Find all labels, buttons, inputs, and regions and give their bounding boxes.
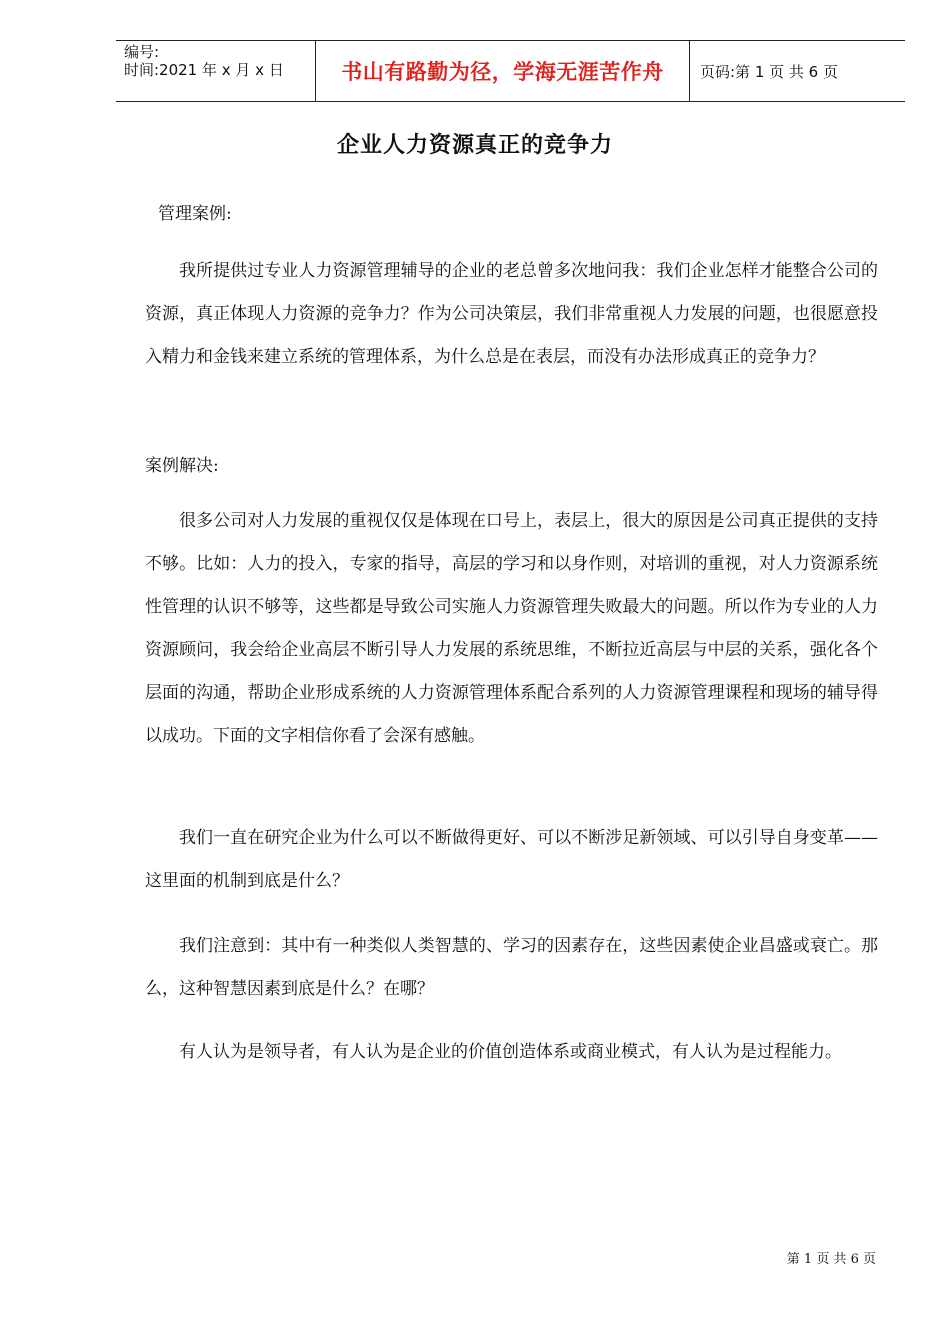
- header-page-info: 页码:第 1 页 共 6 页: [700, 62, 838, 81]
- document-title: 企业人力资源真正的竞争力: [336, 132, 613, 158]
- paragraph-1: 我所提供过专业人力资源管理辅导的企业的老总曾多次地问我：我们企业怎样才能整合公司的资源，真正体现人力资源的竞争力？作为公司决策层，我们非常重视人力发展的问题，也很愿意投入精力和金钱来建立系统的管理体系，为什么总是在表层，而没有办法形成真正的竞争力？: [145, 261, 878, 367]
- case-label: 管理案例:: [158, 204, 232, 224]
- header-motto: 书山有路勤为径，学海无涯苦作舟: [341, 60, 664, 84]
- page-header: [116, 40, 905, 102]
- header-page-info-cell: [690, 41, 905, 101]
- header-meta: [116, 41, 316, 101]
- paragraph-2: 很多公司对人力发展的重视仅仅是体现在口号上，表层上，很大的原因是公司真正提供的支持不够。比如：人力的投入，专家的指导，高层的学习和以身作则，对培训的重视，对人力资源系统性管理的认识不够等，这些都是导致公司实施人力资源管理失败最大的问题。所以作为专业的人力资源顾问，我会给企业高层不断引导人力发展的系统思维，不断拉近高层与中层的关系，强化各个层面的沟通，帮助企业形成系统的人力资源管理体系配合系列的人力资源管理课程和现场的辅导得以成功。下面的文字相信你看了会深有感触。: [145, 511, 878, 746]
- header-motto-cell: [316, 41, 690, 101]
- document-number: 编号:: [124, 43, 160, 61]
- paragraph-5: 有人认为是领导者，有人认为是企业的价值创造体系或商业模式，有人认为是过程能力。: [179, 1042, 842, 1062]
- solution-label: 案例解决:: [145, 456, 219, 476]
- paragraph-3: 我们一直在研究企业为什么可以不断做得更好、可以不断涉足新领域、可以引导自身变革——这里面的机制到底是什么？: [145, 828, 878, 891]
- page-footer: 第 1 页 共 6 页: [786, 1252, 876, 1267]
- paragraph-4: 我们注意到：其中有一种类似人类智慧的、学习的因素存在，这些因素使企业昌盛或衰亡。那么，这种智慧因素到底是什么？在哪？: [145, 936, 878, 999]
- document-time: 时间:2021 年 x 月 x 日: [124, 61, 284, 79]
